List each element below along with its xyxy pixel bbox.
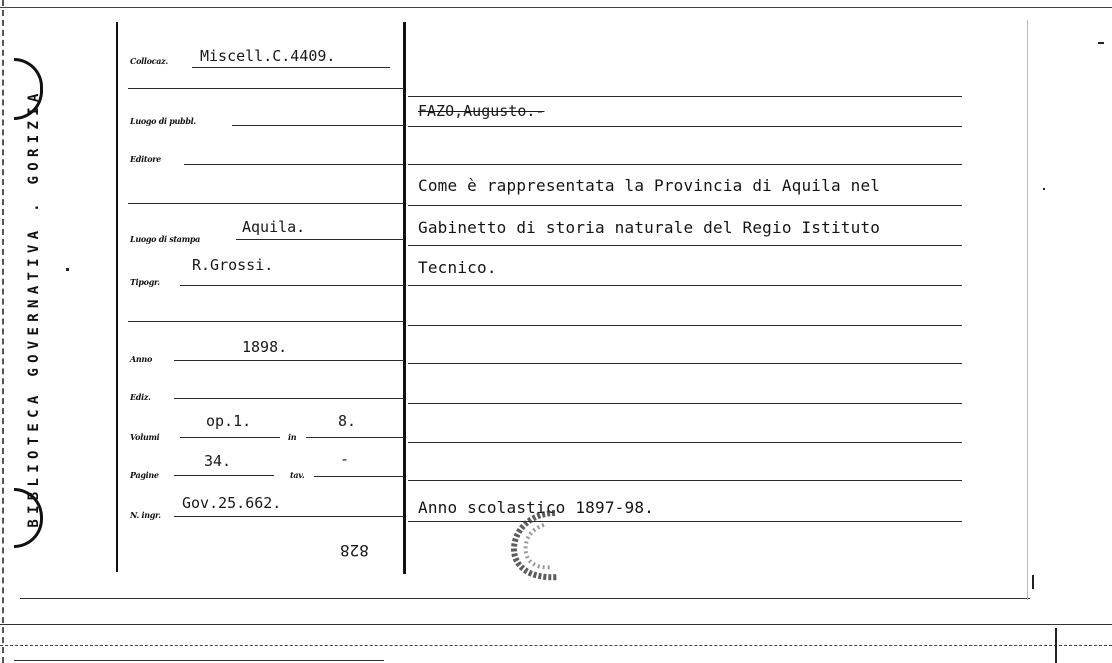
right-line-12 (408, 521, 962, 522)
editore-line (184, 164, 404, 165)
right-line-8 (408, 363, 962, 364)
card-bottom-edge-3 (0, 645, 1112, 646)
pagine-value: 34. (204, 452, 232, 470)
shelf-mark: 828 (340, 541, 369, 560)
note: Anno scolastico 1897-98. (418, 498, 654, 517)
scan-dot (66, 268, 69, 271)
card-left-edge (2, 0, 4, 663)
pagine-tav-value: - (340, 450, 350, 468)
scan-dot (1055, 628, 1057, 663)
pagine-tav-line (314, 476, 404, 477)
left-vertical-rule (116, 22, 118, 572)
card-bottom-edge (20, 598, 1030, 599)
anno-line (174, 360, 404, 361)
luogo-pubbl-label: Luogo di pubbl. (130, 116, 196, 126)
volumi-in-value: 8. (338, 412, 357, 430)
pagine-tav-label: tav. (290, 470, 305, 480)
n-ingr-value: Gov.25.662. (182, 494, 282, 512)
card-top-edge (0, 7, 1112, 8)
title-line-3: Tecnico. (418, 258, 497, 277)
card-right-edge (1027, 20, 1028, 600)
scan-dot (1098, 42, 1104, 44)
library-stamp (500, 505, 580, 585)
right-line-4 (408, 205, 962, 206)
ediz-label: Ediz. (130, 392, 151, 402)
volumi-line (180, 437, 280, 438)
right-line-5 (408, 245, 962, 246)
volumi-label: Volumi (130, 432, 160, 442)
right-line-1 (408, 96, 962, 97)
right-line-11 (408, 480, 962, 481)
luogo-stampa-value: Aquila. (242, 218, 306, 236)
luogo-stampa-label: Luogo di stampa (130, 234, 201, 244)
center-vertical-rule (403, 22, 406, 574)
tipogr-value: R.Grossi. (192, 256, 274, 274)
collocazione-value: Miscell.C.4409. (200, 47, 336, 65)
scan-dot (1032, 575, 1034, 589)
row-line-3 (128, 321, 404, 322)
luogo-stampa-line (236, 239, 404, 240)
luogo-pubbl-line (232, 125, 404, 126)
editore-label: Editore (130, 154, 161, 164)
collocazione-label: Collocaz. (130, 56, 168, 66)
collocazione-line (192, 67, 390, 68)
scan-dot (1043, 188, 1045, 190)
right-line-7 (408, 325, 962, 326)
right-line-10 (408, 442, 962, 443)
title-line-1: Come è rappresentata la Provincia di Aquila nel (418, 176, 881, 195)
pagine-line (174, 475, 274, 476)
volumi-value: op.1. (206, 412, 252, 430)
pagine-label: Pagine (130, 470, 159, 480)
anno-value: 1898. (242, 338, 288, 356)
author: FAZO,Augusto.- (418, 102, 545, 120)
title-line-2: Gabinetto di storia naturale del Regio Istituto (418, 218, 881, 237)
right-line-2 (408, 126, 962, 127)
right-line-6 (408, 285, 962, 286)
ediz-line (174, 398, 404, 399)
volumi-in-label: in (288, 432, 297, 442)
right-line-9 (408, 403, 962, 404)
right-line-3 (408, 164, 962, 165)
n-ingr-label: N. ingr. (130, 510, 161, 520)
n-ingr-line (174, 516, 404, 517)
volumi-in-line (306, 437, 404, 438)
side-title-text: BIBLIOTECA GOVERNATIVA . GORIZIA (26, 88, 42, 528)
card-bottom-edge-2 (0, 624, 1112, 625)
tipogr-line (180, 285, 404, 286)
anno-label: Anno (130, 354, 152, 364)
tipogr-label: Tipogr. (130, 277, 160, 287)
row-line-1 (128, 88, 404, 89)
row-line-2 (128, 203, 404, 204)
card-bottom-edge-4 (14, 660, 384, 661)
